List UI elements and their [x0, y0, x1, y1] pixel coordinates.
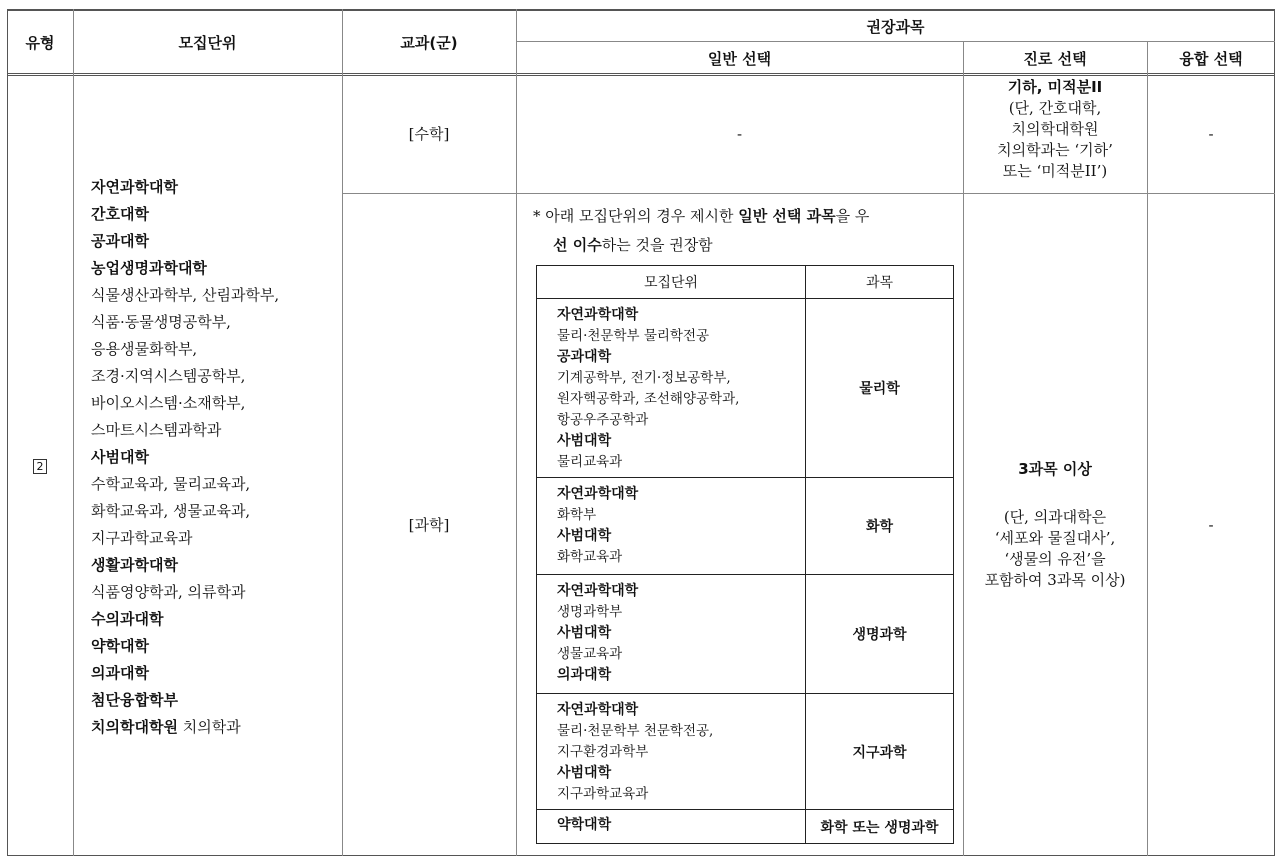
unit-line: 수의과대학: [91, 610, 164, 628]
inner-unit-line: 자연과학대학: [557, 583, 639, 599]
header-career: 진로 선택: [1023, 49, 1087, 68]
unit-line: 조경·지역시스템공학부,: [91, 367, 246, 385]
inner-row-subject: 지구과학: [805, 693, 954, 810]
inner-row-units: [536, 693, 806, 810]
note-bold: 일반 선택 과목: [738, 207, 836, 225]
inner-row-subject: 화학 또는 생명과학: [805, 809, 954, 844]
header-recommended: 권장과목: [866, 17, 925, 36]
unit-list: [91, 174, 279, 741]
science-career: [963, 194, 1147, 856]
note-line: 치의학과는 ‘기하’: [997, 141, 1113, 159]
inner-unit-line: 사범대학: [557, 528, 612, 544]
inner-unit-line: 원자핵공학과, 조선해양공학과,: [557, 391, 740, 407]
science-career-note: [985, 507, 1126, 591]
inner-row-units: [536, 809, 806, 844]
note-text: 을 우: [835, 207, 870, 225]
inner-unit-line: 자연과학대학: [557, 307, 639, 323]
type-cell: [7, 76, 73, 856]
unit-line: 스마트시스템과학과: [91, 421, 222, 439]
inner-unit-line: 항공우주공학과: [557, 412, 649, 428]
inner-unit-line: 사범대학: [557, 433, 612, 449]
inner-header-subject: 과목: [805, 265, 954, 299]
header-subject-group: 교과(군): [400, 33, 458, 52]
inner-unit-line: 지구환경과학부: [557, 744, 649, 760]
note-line: (단, 의과대학은: [1003, 508, 1107, 526]
inner-unit-line: 사범대학: [557, 765, 612, 781]
science-subject: [과학]: [408, 515, 450, 534]
unit-line: 첨단융합학부: [91, 691, 178, 709]
note-line: ‘생물의 유전’을: [1004, 550, 1106, 568]
note-text: 하는 것을 권장함: [601, 236, 713, 254]
inner-unit-line: 화학부: [557, 507, 597, 523]
note-line: 또는 ‘미적분II’): [1002, 162, 1108, 180]
inner-unit-line: 물리·천문학부 천문학전공,: [557, 723, 714, 739]
unit-line: 약학대학: [91, 637, 149, 655]
science-career-main: 3과목 이상: [1018, 460, 1092, 478]
note-bold: 선 이수: [553, 236, 602, 254]
science-fusion: -: [1208, 515, 1214, 534]
inner-unit-line: 지구과학교육과: [557, 786, 649, 802]
inner-header-unit: 모집단위: [536, 265, 806, 299]
unit-line: 간호대학: [91, 205, 149, 223]
math-career-note: [963, 98, 1147, 182]
inner-unit-line: 자연과학대학: [557, 702, 639, 718]
inner-unit-line: 공과대학: [557, 349, 612, 365]
inner-row-subject: 화학: [805, 477, 954, 575]
unit-line: 바이오시스템·소재학부,: [91, 394, 246, 412]
unit-line: 농업생명과학대학: [91, 259, 207, 277]
header-type: 유형: [25, 33, 55, 52]
note-line: 치의학대학원: [1011, 120, 1099, 138]
unit-line: 수학교육과, 물리교육과,: [91, 475, 251, 493]
note-text: * 아래 모집단위의 경우 제시한: [533, 207, 739, 225]
inner-unit-line: 생명과학부: [557, 604, 623, 620]
unit-line: 응용생물화학부,: [91, 340, 198, 358]
unit-line: 식품·동물생명공학부,: [91, 313, 231, 331]
note-line: ‘세포와 물질대사’,: [994, 529, 1116, 547]
math-career: [963, 76, 1147, 193]
unit-line: 생활과학대학: [91, 556, 178, 574]
science-note: [533, 202, 953, 260]
note-line: 포함하여 3과목 이상): [984, 571, 1126, 589]
unit-line: 지구과학교육과: [91, 529, 193, 547]
inner-unit-line: 약학대학: [557, 817, 612, 833]
header-unit: 모집단위: [178, 33, 237, 52]
math-fusion: -: [1208, 125, 1214, 143]
unit-line: 화학교육과, 생물교육과,: [91, 502, 251, 520]
inner-unit-line: 생물교육과: [557, 646, 623, 662]
inner-table: [536, 265, 953, 843]
unit-line: 공과대학: [91, 232, 149, 250]
note-line: (단, 간호대학,: [1008, 99, 1102, 117]
header-general: 일반 선택: [707, 49, 772, 68]
inner-row-units: [536, 477, 806, 575]
inner-unit-line: 기계공학부, 전기·정보공학부,: [557, 370, 731, 386]
unit-line: [91, 714, 279, 741]
unit-line: 식물생산과학부, 산림과학부,: [91, 286, 280, 304]
unit-line: 식품영양학과, 의류학과: [91, 583, 246, 601]
inner-row-units: [536, 298, 806, 478]
inner-row-subject: 물리학: [805, 298, 954, 478]
inner-unit-line: 물리교육과: [557, 454, 623, 470]
inner-row-subject: 생명과학: [805, 574, 954, 694]
type-mark: 2: [33, 459, 47, 474]
math-general: -: [736, 125, 743, 143]
inner-unit-line: 자연과학대학: [557, 486, 639, 502]
math-career-main: 기하, 미적분II: [1007, 78, 1103, 96]
inner-row-units: [536, 574, 806, 694]
inner-unit-line: 화학교육과: [557, 549, 623, 565]
unit-line: 자연과학대학: [91, 178, 178, 196]
divider: [73, 9, 74, 856]
inner-unit-line: 물리·천문학부 물리학전공: [557, 328, 710, 344]
unit-dept: 치의학과: [177, 718, 241, 736]
unit-line: 의과대학: [91, 664, 149, 682]
unit-college: 치의학대학원: [91, 718, 178, 736]
inner-unit-line: 사범대학: [557, 625, 612, 641]
inner-unit-line: 의과대학: [557, 667, 612, 683]
unit-line: 사범대학: [91, 448, 149, 466]
math-subject: [수학]: [408, 125, 450, 143]
header-fusion: 융합 선택: [1179, 49, 1243, 68]
